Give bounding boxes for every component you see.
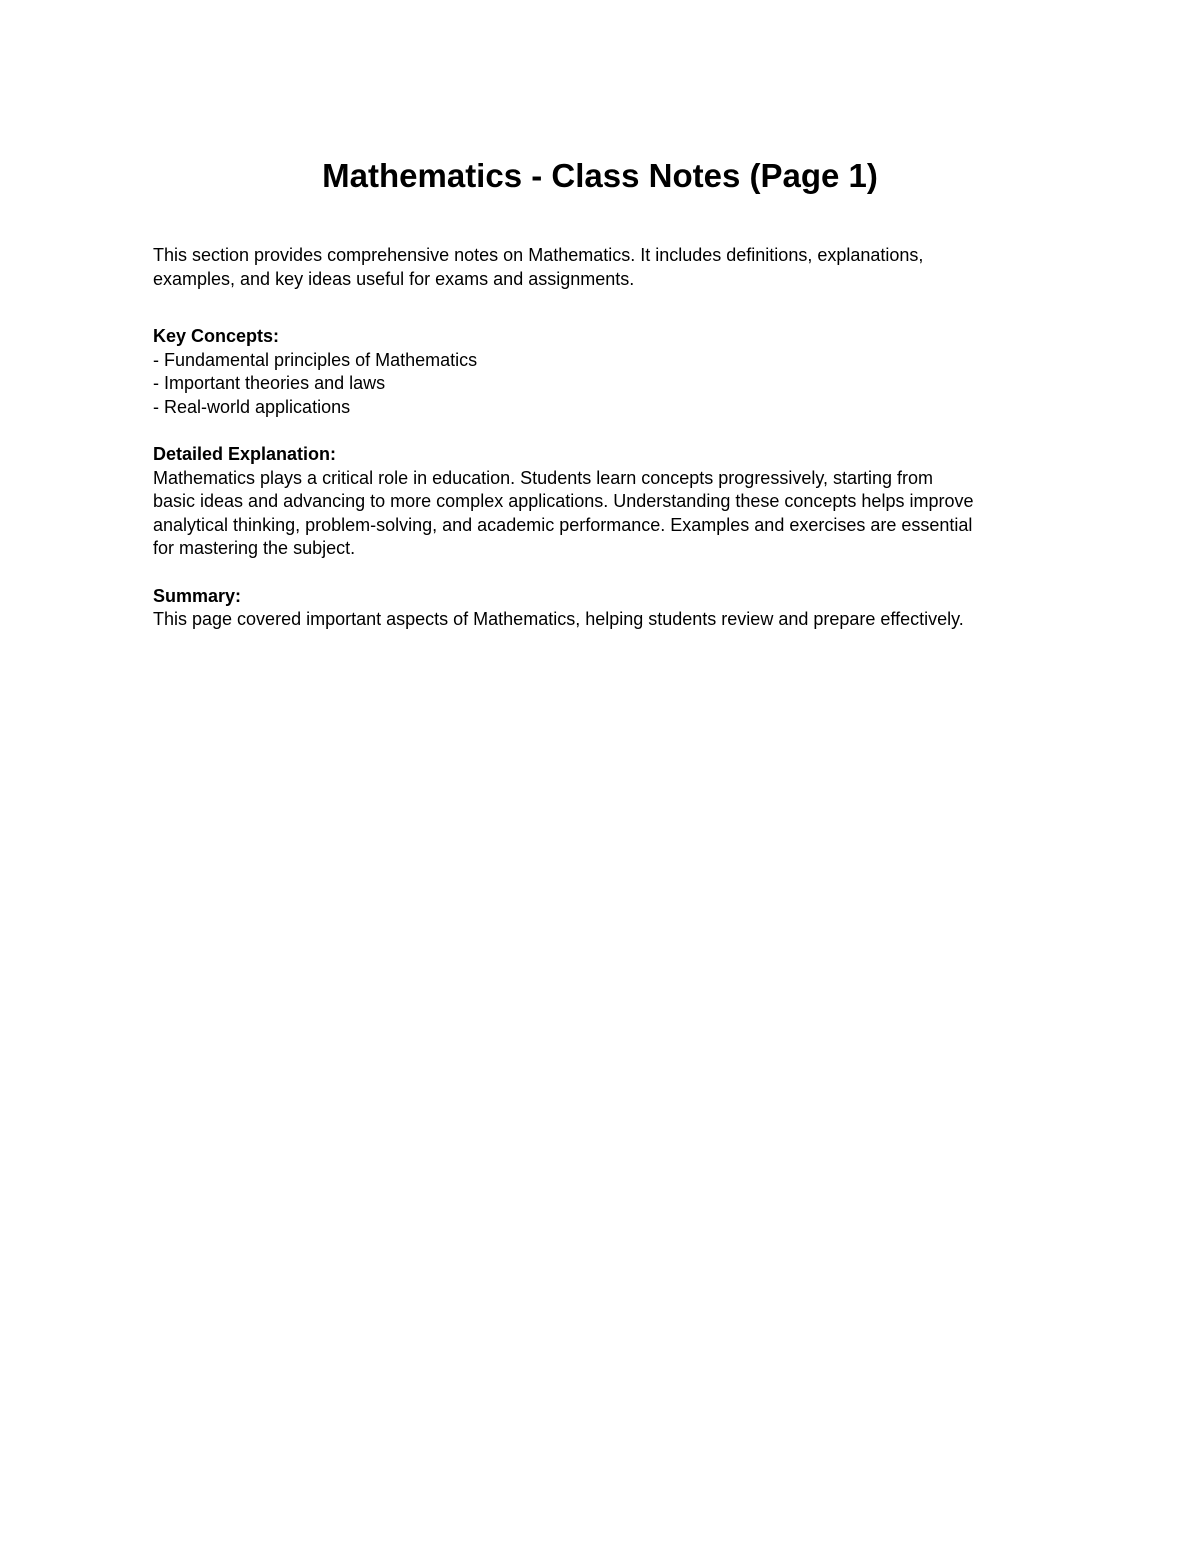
explanation-line: Mathematics plays a critical role in education. Students learn concepts progressively, starting from [153,467,934,488]
spacer [153,561,1053,585]
intro-line: examples, and key ideas useful for exams and assignments. [153,268,635,289]
key-concept-item: - Real-world applications [153,396,351,417]
summary-heading: Summary: [153,585,242,606]
key-concept-item: - Important theories and laws [153,373,386,393]
detailed-explanation-section [153,443,1053,561]
spacer [153,291,1053,325]
explanation-line: for mastering the subject. [153,538,356,558]
page-title: Mathematics - Class Notes (Page 1) [322,157,878,194]
page-content [153,244,1053,632]
summary-line: This page covered important aspects of Mathematics, helping students review and prepare effectively. [153,609,964,629]
summary-section [153,585,1053,632]
key-concepts-heading: Key Concepts: [153,326,280,346]
intro-line: This section provides comprehensive notes on Mathematics. It includes definitions, explanations, [153,245,924,265]
intro-paragraph [153,244,1053,291]
detailed-explanation-heading: Detailed Explanation: [153,444,337,464]
key-concepts-section [153,325,1053,419]
explanation-line: analytical thinking, problem-solving, and academic performance. Examples and exercises are essential [153,514,973,535]
spacer [153,419,1053,443]
key-concept-item: - Fundamental principles of Mathematics [153,349,478,370]
explanation-line: basic ideas and advancing to more complex applications. Understanding these concepts helps improve [153,491,974,511]
